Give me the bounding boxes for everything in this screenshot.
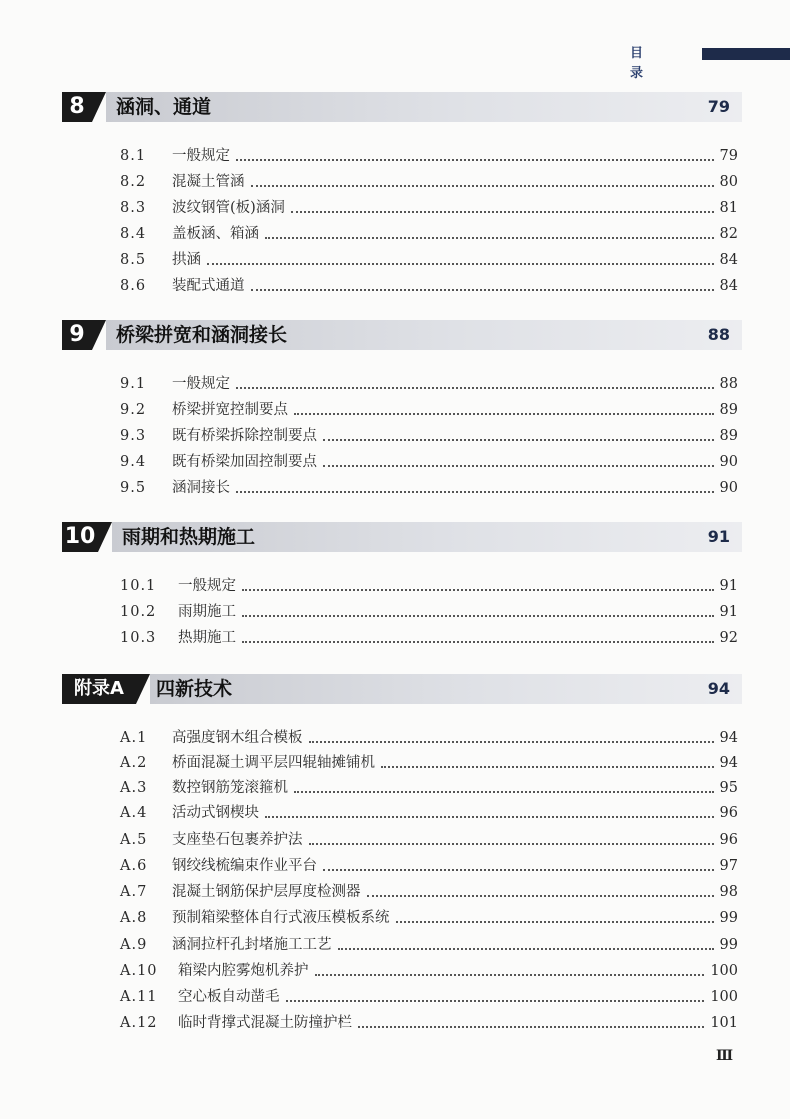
entry-number: A.2 [120, 755, 148, 771]
entry-number: 9.2 [120, 402, 147, 418]
toc-entry[interactable] [120, 802, 738, 824]
entry-title: 涵洞接长 [172, 480, 230, 496]
entry-title: 混凝土管涵 [172, 174, 245, 190]
entry-number: A.7 [120, 884, 148, 900]
entry-number: 9.3 [120, 428, 147, 444]
toc-entry[interactable] [120, 399, 738, 421]
entry-number: 8.2 [120, 174, 147, 190]
toc-entry[interactable] [120, 451, 738, 473]
entry-title: 装配式通道 [172, 278, 245, 294]
toc-entry[interactable] [120, 1012, 738, 1034]
toc-entry[interactable] [120, 601, 738, 623]
entry-title: 高强度钢木组合模板 [172, 730, 303, 746]
entry-title: 既有桥梁加固控制要点 [172, 454, 317, 470]
toc-entry[interactable] [120, 727, 738, 749]
entry-page: 84 [719, 252, 738, 268]
entry-title: 盖板涵、箱涵 [172, 226, 259, 242]
entry-page: 98 [719, 884, 738, 900]
dot-leader [323, 464, 714, 467]
entry-number: 10.2 [120, 604, 157, 620]
toc-entry[interactable] [120, 934, 738, 956]
dot-leader [315, 973, 705, 976]
entry-title: 箱梁内腔雾炮机养护 [178, 963, 309, 979]
page-folio: Ⅲ [716, 1048, 734, 1064]
entry-page: 99 [719, 910, 738, 926]
toc-entry[interactable] [120, 171, 738, 193]
chapter-band [150, 674, 742, 704]
dot-leader [396, 920, 714, 923]
dot-leader [358, 1025, 704, 1028]
entry-title: 空心板自动凿毛 [178, 989, 280, 1005]
toc-entry[interactable] [120, 777, 738, 799]
entry-number: A.9 [120, 937, 148, 953]
chapter-heading-9[interactable] [62, 320, 742, 350]
entry-title: 桥梁拼宽控制要点 [172, 402, 288, 418]
entry-title: 混凝土钢筋保护层厚度检测器 [172, 884, 361, 900]
entry-number: 8.3 [120, 200, 147, 216]
dot-leader [207, 262, 714, 265]
toc-entry[interactable] [120, 829, 738, 851]
entry-number: A.6 [120, 858, 148, 874]
dot-leader [242, 614, 714, 617]
dot-leader [265, 236, 714, 239]
running-head-bar [702, 48, 790, 60]
toc-entry[interactable] [120, 575, 738, 597]
chapter-wedge [136, 674, 150, 704]
toc-entry[interactable] [120, 627, 738, 649]
toc-entry[interactable] [120, 223, 738, 245]
dot-leader [338, 947, 714, 950]
toc-entry[interactable] [120, 855, 738, 877]
entry-number: 8.6 [120, 278, 147, 294]
entry-title: 预制箱梁整体自行式液压模板系统 [172, 910, 390, 926]
entry-page: 95 [719, 780, 738, 796]
entry-title: 钢绞线梳编束作业平台 [172, 858, 317, 874]
entry-title: 波纹钢管(板)涵洞 [172, 200, 285, 216]
entry-page: 94 [719, 755, 738, 771]
chapter-wedge [92, 320, 106, 350]
toc-entry[interactable] [120, 960, 738, 982]
chapter-heading-10[interactable] [62, 522, 742, 552]
chapter-page: 91 [707, 527, 730, 546]
dot-leader [323, 868, 714, 871]
entry-page: 96 [719, 805, 738, 821]
entry-page: 91 [719, 578, 738, 594]
chapter-heading-8[interactable] [62, 92, 742, 122]
dot-leader [381, 765, 714, 768]
entry-page: 89 [719, 428, 738, 444]
entry-title: 雨期施工 [178, 604, 236, 620]
entry-title: 拱涵 [172, 252, 201, 268]
entry-page: 94 [719, 730, 738, 746]
entry-title: 支座垫石包裹养护法 [172, 832, 303, 848]
dot-leader [309, 740, 714, 743]
entry-number: A.3 [120, 780, 148, 796]
entry-title: 桥面混凝土调平层四辊轴摊铺机 [172, 755, 375, 771]
entry-page: 79 [719, 148, 738, 164]
dot-leader [294, 790, 714, 793]
entry-page: 88 [719, 376, 738, 392]
toc-entry[interactable] [120, 197, 738, 219]
entry-title: 数控钢筋笼滚箍机 [172, 780, 288, 796]
dot-leader [242, 640, 714, 643]
chapter-page: 94 [707, 679, 730, 698]
chapter-title: 涵洞、通道 [116, 96, 212, 118]
toc-entry[interactable] [120, 425, 738, 447]
entry-number: 9.5 [120, 480, 147, 496]
chapter-title: 四新技术 [156, 678, 233, 700]
entry-number: 9.1 [120, 376, 147, 392]
chapter-number: 附录A [62, 674, 136, 704]
entry-page: 91 [719, 604, 738, 620]
entry-page: 101 [710, 1015, 738, 1031]
dot-leader [309, 842, 714, 845]
dot-leader [242, 588, 714, 591]
entry-title: 一般规定 [172, 376, 230, 392]
entry-title: 既有桥梁拆除控制要点 [172, 428, 317, 444]
dot-leader [291, 210, 714, 213]
chapter-number: 8 [62, 92, 92, 122]
entry-page: 84 [719, 278, 738, 294]
entry-title: 一般规定 [178, 578, 236, 594]
entry-number: 9.4 [120, 454, 147, 470]
entry-title: 一般规定 [172, 148, 230, 164]
chapter-title: 桥梁拼宽和涵洞接长 [116, 324, 288, 346]
entry-page: 90 [719, 480, 738, 496]
toc-entry[interactable] [120, 275, 738, 297]
entry-page: 92 [719, 630, 738, 646]
dot-leader [265, 815, 714, 818]
dot-leader [251, 184, 714, 187]
chapter-number: 10 [62, 522, 98, 552]
dot-leader [236, 490, 714, 493]
appendix-heading-a[interactable] [62, 674, 742, 704]
entry-page: 90 [719, 454, 738, 470]
dot-leader [367, 894, 714, 897]
dot-leader [294, 412, 714, 415]
entry-page: 89 [719, 402, 738, 418]
chapter-number: 9 [62, 320, 92, 350]
entry-number: 8.4 [120, 226, 147, 242]
chapter-wedge [98, 522, 112, 552]
chapter-page: 79 [707, 97, 730, 116]
dot-leader [236, 158, 714, 161]
running-head [630, 44, 790, 81]
chapter-wedge [92, 92, 106, 122]
toc-entry[interactable] [120, 249, 738, 271]
entry-title: 热期施工 [178, 630, 236, 646]
dot-leader [286, 999, 705, 1002]
entry-number: A.11 [120, 989, 158, 1005]
toc-entry[interactable] [120, 373, 738, 395]
entry-page: 80 [719, 174, 738, 190]
entry-number: A.8 [120, 910, 148, 926]
entry-number: A.4 [120, 805, 148, 821]
dot-leader [323, 438, 714, 441]
toc-entry[interactable] [120, 907, 738, 929]
entry-number: A.1 [120, 730, 148, 746]
entry-number: A.5 [120, 832, 148, 848]
entry-page: 96 [719, 832, 738, 848]
entry-page: 81 [719, 200, 738, 216]
entry-page: 82 [719, 226, 738, 242]
dot-leader [251, 288, 714, 291]
entry-title: 活动式钢楔块 [172, 805, 259, 821]
entry-page: 100 [710, 989, 738, 1005]
entry-number: 10.1 [120, 578, 157, 594]
toc-entry[interactable] [120, 986, 738, 1008]
toc-entry[interactable] [120, 752, 738, 774]
entry-page: 100 [710, 963, 738, 979]
entry-number: 8.5 [120, 252, 147, 268]
entry-page: 97 [719, 858, 738, 874]
toc-entry[interactable] [120, 477, 738, 499]
entry-title: 涵洞拉杆孔封堵施工工艺 [172, 937, 332, 953]
entry-page: 99 [719, 937, 738, 953]
entry-number: 10.3 [120, 630, 157, 646]
running-head-label: 目 录 [630, 46, 660, 81]
chapter-title: 雨期和热期施工 [122, 526, 256, 548]
entry-number: A.12 [120, 1015, 158, 1031]
toc-entry[interactable] [120, 881, 738, 903]
entry-number: 8.1 [120, 148, 147, 164]
chapter-page: 88 [707, 325, 730, 344]
entry-title: 临时背撑式混凝土防撞护栏 [178, 1015, 352, 1031]
dot-leader [236, 386, 714, 389]
entry-number: A.10 [120, 963, 158, 979]
toc-entry[interactable] [120, 145, 738, 167]
